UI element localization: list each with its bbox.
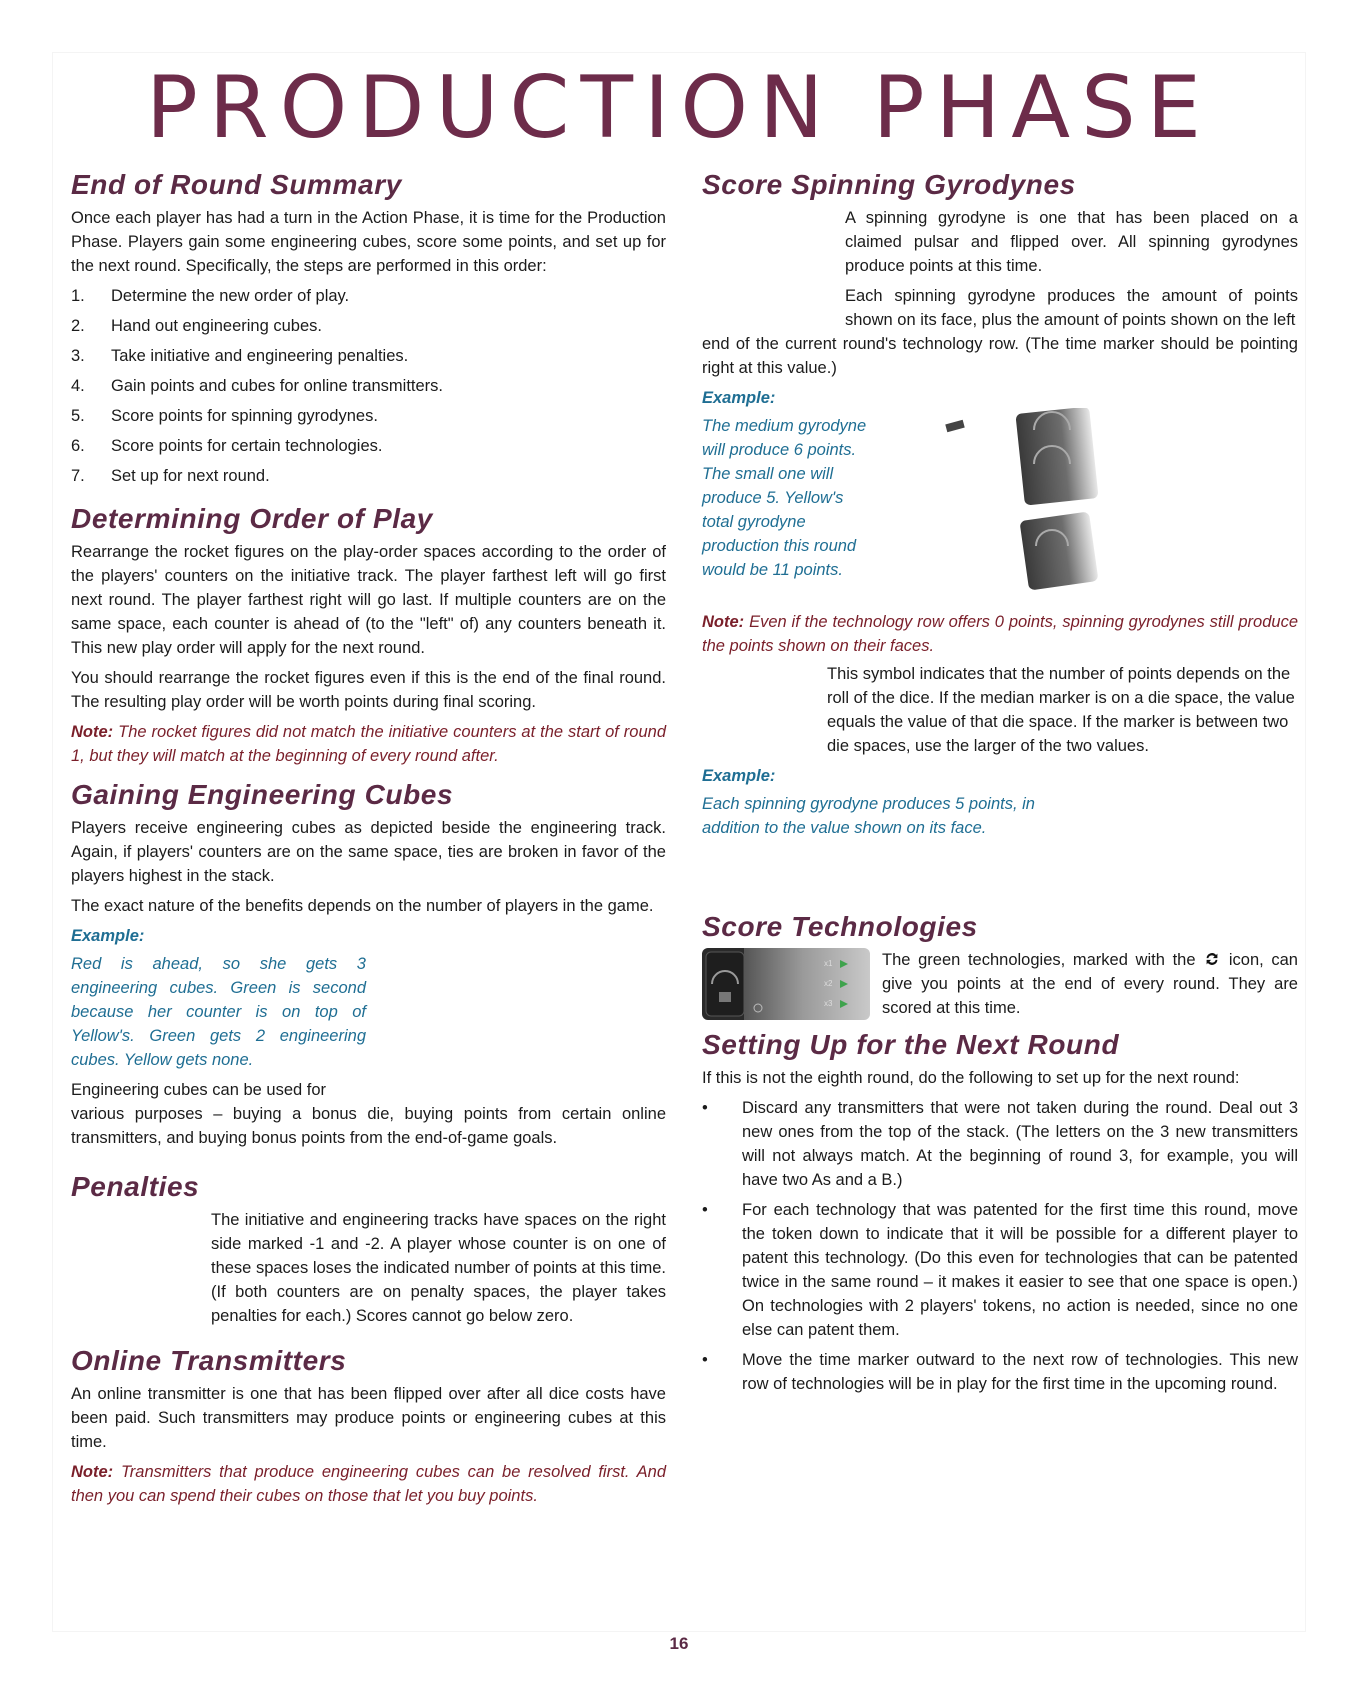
heading-next-round: Setting Up for the Next Round xyxy=(702,1029,1120,1060)
engineering-cubes-p3b: various purposes – buying a bonus die, buying points from certain online transmitters, and buying bonus points from the end-of-game goals. xyxy=(71,1105,666,1147)
next-round-intro: If this is not the eighth round, do the following to set up for the next round: xyxy=(702,1069,1240,1087)
tile-label-3: x3 xyxy=(824,999,833,1008)
gyrodyne-example xyxy=(702,414,1298,610)
gyrodynes-p1: A spinning gyrodyne is one that has been placed on a claimed pulsar and flipped over. All spinning gyrodynes produce points at this time. xyxy=(845,209,1298,275)
heading-engineering-cubes: Gaining Engineering Cubes xyxy=(71,779,454,810)
gyrodyne-illustration xyxy=(942,408,1112,608)
heading-order-of-play: Determining Order of Play xyxy=(71,503,433,534)
list-item: • For each technology that was patented for the first time this round, move the token down to indicate that it will be possible for a different player to patent this technology. (Do this even for technologies that can be patented twice in the same round – it makes it easier to see that one space is open.) On technologies with 2 players' tokens, no action is needed, since no one else can patent them. xyxy=(702,1201,1298,1339)
gyrodynes-p2b: end of the current round's technology row. (The time marker should be pointing right at this value.) xyxy=(702,335,1298,377)
technologies-row xyxy=(702,948,1298,1020)
order-of-play-p2: You should rearrange the rocket figures even if this is the end of the final round. The resulting play order will be worth points during final scoring. xyxy=(71,669,666,711)
list-item: • Move the time marker outward to the next row of technologies. This new row of technologies will be in play for the first time in the upcoming round. xyxy=(702,1351,1298,1393)
list-item: 2. Hand out engineering cubes. xyxy=(71,317,322,335)
list-item: 5. Score points for spinning gyrodynes. xyxy=(71,407,378,425)
online-transmitters-text: An online transmitter is one that has been flipped over after all dice costs have been paid. Such transmitters may produce points or engineering cubes at this time. xyxy=(71,1385,666,1451)
engineering-cubes-p1: Players receive engineering cubes as depicted beside the engineering track. Again, if players' counters are on the same space, ties are broken in favor of the players highest in the stack. xyxy=(71,819,666,885)
example-label: Example: xyxy=(702,767,776,785)
list-item: 1. Determine the new order of play. xyxy=(71,287,350,305)
technology-tile-image xyxy=(702,948,870,1020)
gyrodynes-example-2: Each spinning gyrodyne produces 5 points, in addition to the value shown on its face. xyxy=(702,795,1035,837)
technologies-text: The green technologies, marked with the icon, can give you points at the end of every round. They are scored at this time. xyxy=(882,951,1298,1017)
end-of-round-intro: Once each player has had a turn in the Action Phase, it is time for the Production Phase. Players gain some engineering cubes, score some points, and set up for the next round. Specifically, the steps are performed in this order: xyxy=(71,209,666,275)
heading-end-of-round: End of Round Summary xyxy=(71,169,402,200)
order-of-play-note: Note: The rocket figures did not match the initiative counters at the start of round 1, but they will match at the beginning of every round after. xyxy=(71,723,666,765)
heading-gyrodynes: Score Spinning Gyrodynes xyxy=(702,169,1076,200)
order-of-play-p1: Rearrange the rocket figures on the play-order spaces according to the order of the players' counters on the initiative track. The player farthest left will go first next round. The player farthest right will go last. If multiple counters are on the same space, each counter is ahead of (to the "left" of) any counters beneath it. This new play order will apply for the next round. xyxy=(71,543,666,657)
example-label: Example: xyxy=(702,389,776,407)
engineering-cubes-example: Red is ahead, so she gets 3 engineering cubes. Green is second because her counter is on top of Yellow's. Green gets 2 engineering cubes. Yellow gets none. xyxy=(71,955,366,1069)
heading-penalties: Penalties xyxy=(71,1171,200,1202)
next-round-list xyxy=(702,1096,1298,1396)
technology-tile-icon xyxy=(702,948,870,1020)
steps-list xyxy=(71,284,666,488)
online-transmitters-note: Note: Transmitters that produce engineering cubes can be resolved first. And then you can spend their cubes on those that let you buy points. xyxy=(71,1463,666,1505)
gyrodynes-note: Note: Even if the technology row offers 0 points, spinning gyrodynes still produce the points shown on their faces. xyxy=(702,613,1298,655)
list-item: • Discard any transmitters that were not taken during the round. Deal out 3 new ones from the top of the stack. (The letters on the 3 new transmitters will not always match. At the beginning of round 3, for example, you will have two As and a B.) xyxy=(702,1099,1298,1189)
page-number: 16 xyxy=(669,1634,689,1653)
list-item: 3. Take initiative and engineering penalties. xyxy=(71,347,409,365)
tile-label-2: x2 xyxy=(824,979,833,988)
list-item: 6. Score points for certain technologies. xyxy=(71,437,383,455)
right-column xyxy=(702,168,1298,1402)
list-item: 4. Gain points and cubes for online transmitters. xyxy=(71,377,444,395)
refresh-icon xyxy=(1203,950,1221,968)
list-item: 7. Set up for next round. xyxy=(71,467,270,485)
engineering-cubes-p3a: Engineering cubes can be used for xyxy=(71,1081,327,1099)
page-title: PRODUCTION PHASE xyxy=(145,58,1213,158)
tile-label-1: x1 xyxy=(824,959,833,968)
left-column xyxy=(71,168,666,1508)
heading-online-transmitters: Online Transmitters xyxy=(71,1345,347,1376)
engineering-cubes-p2: The exact nature of the benefits depends on the number of players in the game. xyxy=(71,897,654,915)
heading-technologies: Score Technologies xyxy=(702,911,978,942)
gyrodynes-example: The medium gyrodyne will produce 6 points. The small one will produce 5. Yellow's total gyrodyne production this round would be 11 points. xyxy=(702,417,867,579)
gyrodynes-p2a: Each spinning gyrodyne produces the amount of points shown on its face, plus the amount of points shown on the left xyxy=(845,287,1298,329)
example-label: Example: xyxy=(71,927,145,945)
penalties-text: The initiative and engineering tracks have spaces on the right side marked -1 and -2. A player whose counter is on one of these spaces loses the indicated number of points at this time. (If both counters are on penalty spaces, the player takes penalties for each.) Scores cannot go below zero. xyxy=(211,1211,666,1325)
dice-symbol-text: This symbol indicates that the number of points depends on the roll of the dice. If the median marker is on a die space, the value equals the value of that die space. If the marker is between two die spaces, use the larger of the two values. xyxy=(827,665,1295,755)
